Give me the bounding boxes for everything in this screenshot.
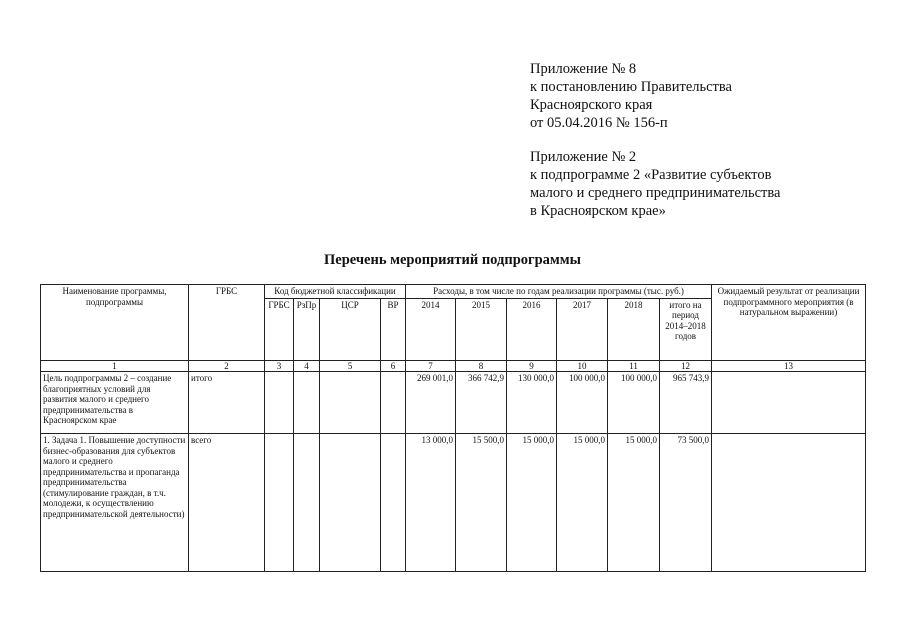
row-result [712, 372, 866, 434]
subheader-csr: ЦСР [320, 298, 381, 360]
column-number: 12 [660, 360, 712, 372]
row-value: 15 000,0 [608, 434, 660, 572]
document-title: Перечень мероприятий подпрограммы [324, 252, 581, 268]
row-grbs: всего [189, 434, 265, 572]
row-grbs: итого [189, 372, 265, 434]
row-value: 269 001,0 [406, 372, 456, 434]
column-number-row [41, 360, 866, 372]
appendix-2-line: малого и среднего предпринимательства [530, 185, 781, 201]
row-code-csr [320, 434, 381, 572]
row-code-rzpr [294, 434, 320, 572]
row-code-grbs [265, 372, 294, 434]
subheader-year: 2016 [507, 298, 557, 360]
column-number: 3 [265, 360, 294, 372]
header-expenses: Расходы, в том числе по годам реализации программы (тыс. руб.) [406, 285, 712, 299]
row-value: 130 000,0 [507, 372, 557, 434]
column-number: 9 [507, 360, 557, 372]
column-number: 7 [406, 360, 456, 372]
column-number: 10 [557, 360, 608, 372]
row-code-rzpr [294, 372, 320, 434]
row-code-csr [320, 372, 381, 434]
row-total: 965 743,9 [660, 372, 712, 434]
row-result [712, 434, 866, 572]
header-result: Ожидаемый результат от реализации подпрограммного мероприятия (в натуральном выражении) [712, 285, 866, 361]
column-number: 6 [381, 360, 406, 372]
appendix-8-line: от 05.04.2016 № 156-п [530, 115, 668, 131]
appendix-2-line: к подпрограмме 2 «Развитие субъектов [530, 167, 772, 183]
row-name: Цель подпрограммы 2 – создание благоприятных условий для развития малого и среднего предпринимательства в Красноярском крае [41, 372, 189, 434]
appendix-8-line: к постановлению Правительства [530, 79, 732, 95]
table-row [41, 372, 866, 434]
subheader-year: 2018 [608, 298, 660, 360]
row-value: 366 742,9 [456, 372, 507, 434]
row-code-grbs [265, 434, 294, 572]
appendix-8-header [530, 60, 732, 132]
header-budget-code: Код бюджетной классификации [265, 285, 406, 299]
column-number: 4 [294, 360, 320, 372]
appendix-2-line: Приложение № 2 [530, 149, 637, 165]
row-value: 15 000,0 [557, 434, 608, 572]
row-total: 73 500,0 [660, 434, 712, 572]
subheader-rzpr: РзПр [294, 298, 320, 360]
appendix-2-line: в Красноярском крае» [530, 203, 666, 219]
subheader-year: 2017 [557, 298, 608, 360]
column-number: 1 [41, 360, 189, 372]
row-name: 1. Задача 1. Повышение доступности бизнес-образования для субъектов малого и среднего предпринимательства и пропаганда предпринимательства (стимулирование граждан, в т.ч. молодежи, к осуществлению предпринимательской деятельности) [41, 434, 189, 572]
appendix-2-header [530, 148, 780, 220]
appendix-8-line: Красноярского края [530, 97, 653, 113]
subheader-vr: ВР [381, 298, 406, 360]
column-number: 2 [189, 360, 265, 372]
column-number: 8 [456, 360, 507, 372]
row-code-vr [381, 372, 406, 434]
subheader-grbs: ГРБС [265, 298, 294, 360]
row-value: 13 000,0 [406, 434, 456, 572]
column-number: 13 [712, 360, 866, 372]
measures-table [40, 284, 866, 572]
subheader-year: 2014 [406, 298, 456, 360]
subheader-total: итого на период 2014–2018 годов [660, 298, 712, 360]
table-row [41, 434, 866, 572]
header-grbs: ГРБС [189, 285, 265, 361]
row-value: 100 000,0 [608, 372, 660, 434]
header-row [41, 285, 866, 299]
row-value: 100 000,0 [557, 372, 608, 434]
column-number: 5 [320, 360, 381, 372]
row-value: 15 000,0 [507, 434, 557, 572]
column-number: 11 [608, 360, 660, 372]
row-code-vr [381, 434, 406, 572]
subheader-year: 2015 [456, 298, 507, 360]
header-name: Наименование программы, подпрограммы [41, 285, 189, 361]
appendix-8-line: Приложение № 8 [530, 61, 637, 77]
row-value: 15 500,0 [456, 434, 507, 572]
